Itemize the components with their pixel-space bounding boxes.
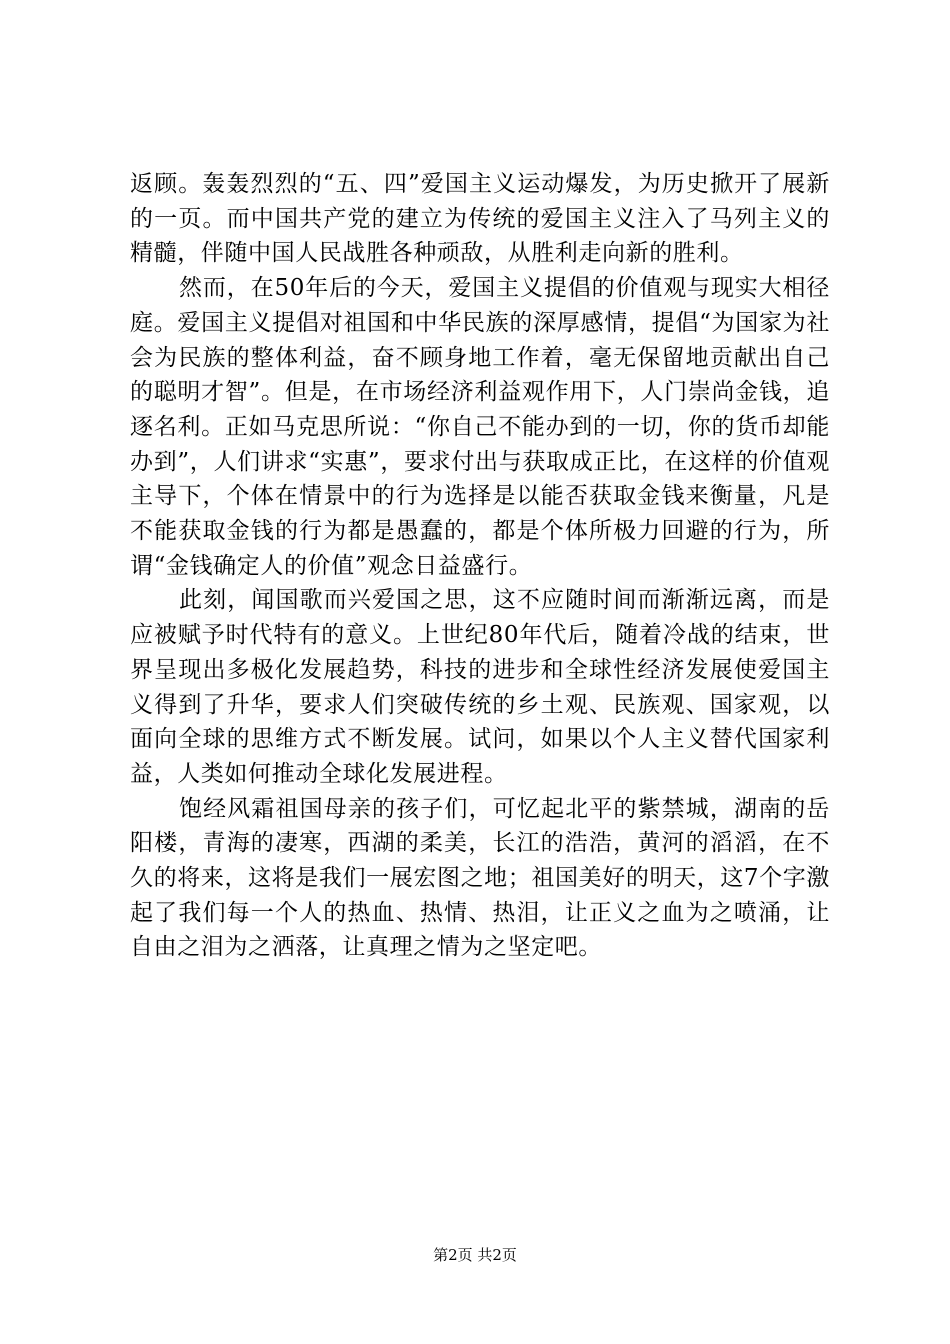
paragraph: 然而，在50年后的今天，爱国主义提倡的价值观与现实大相径庭。爱国主义提倡对祖国和中华民族的深厚感情，提倡“为国家为社会为民族的整体利益，奋不顾身地工作着，毫无保留地贡献出自己的聪明才智”。但是，在市场经济利益观作用下，人门崇尚金钱，追逐名利。正如马克思所说：“你自己不能办到的一切，你的货币却能办到”，人们讲求“实惠”，要求付出与获取成正比，在这样的价值观主导下，个体在情景中的行为选择是以能否获取金钱来衡量，凡是不能获取金钱的行为都是愚蠢的，都是个体所极力回避的行为，所谓“金钱确定人的价值”观念日益盛行。 [130, 275, 830, 579]
document-body [130, 167, 830, 965]
paragraph: 饱经风霜祖国母亲的孩子们，可忆起北平的紫禁城，湖南的岳阳楼，青海的凄寒，西湖的柔美，长江的浩浩，黄河的滔滔，在不久的将来，这将是我们一展宏图之地；祖国美好的明天，这7个字激起了我们每一个人的热血、热情、热泪，让正义之血为之喷涌，让自由之泪为之洒落，让真理之情为之坚定吧。 [130, 795, 830, 961]
page-number-footer: 第2页 共2页 [433, 1246, 517, 1264]
paragraph: 此刻，闻国歌而兴爱国之思，这不应随时间而渐渐远离，而是应被赋予时代特有的意义。上世纪80年代后，随着冷战的结束，世界呈现出多极化发展趋势，科技的进步和全球性经济发展使爱国主义得到了升华，要求人们突破传统的乡土观、民族观、国家观，以面向全球的思维方式不断发展。试问，如果以个人主义替代国家利益，人类如何推动全球化发展进程。 [130, 587, 830, 787]
paragraph-continuation: 返顾。轰轰烈烈的“五、四”爱国主义运动爆发，为历史掀开了展新的一页。而中国共产党的建立为传统的爱国主义注入了马列主义的精髓，伴随中国人民战胜各种顽敌，从胜利走向新的胜利。 [130, 171, 830, 267]
